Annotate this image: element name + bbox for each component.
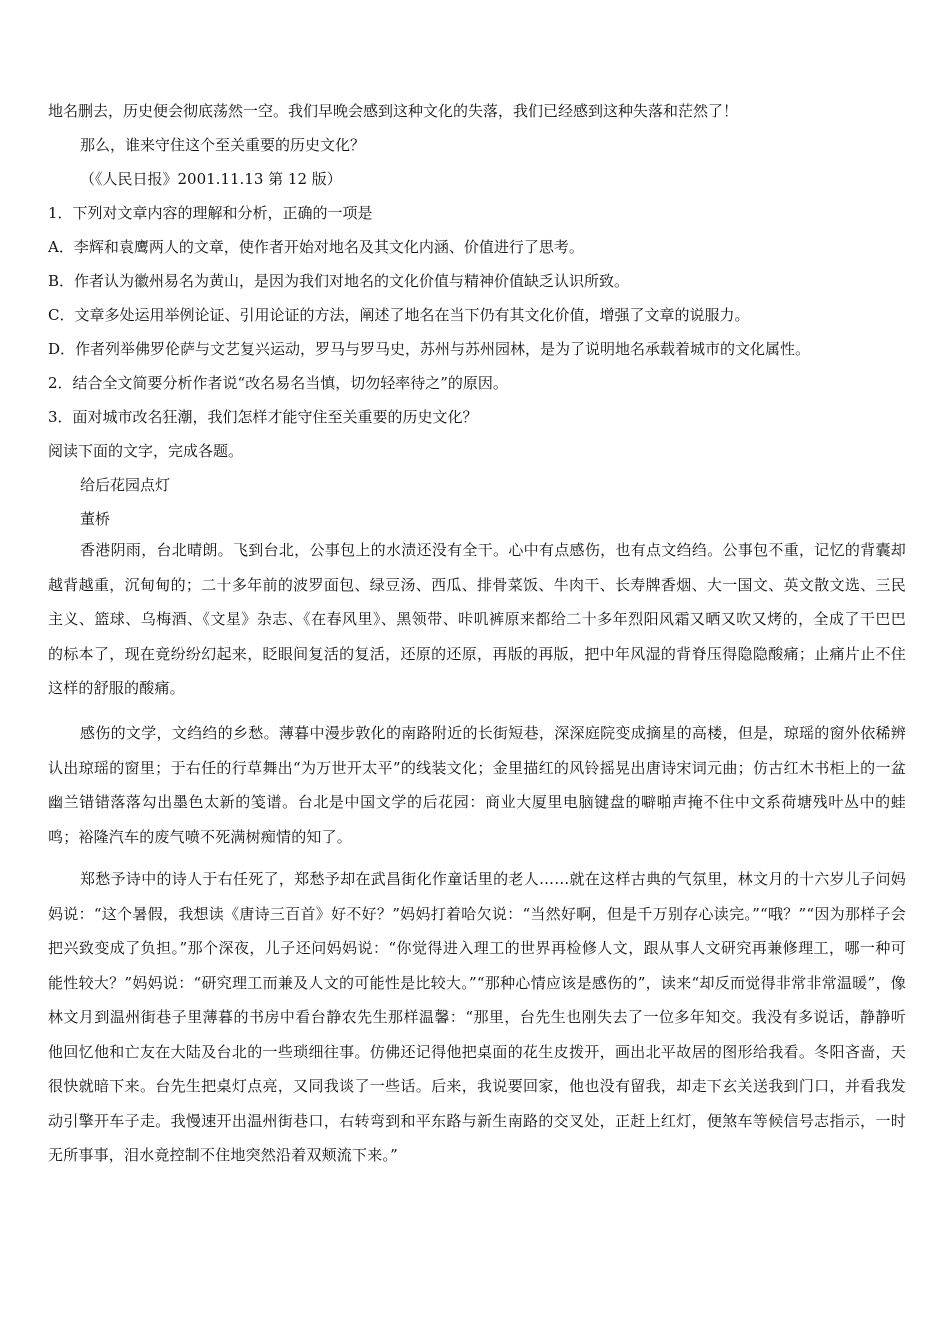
option-d: D．作者列举佛罗伦萨与文艺复兴运动，罗马与罗马史，苏州与苏州园林，是为了说明地名承载着城市的文化属性。 (48, 340, 811, 358)
article-title: 给后花园点灯 (80, 476, 171, 494)
article-paragraph-2: 感伤的文学，文绉绉的乡愁。薄暮中漫步敦化的南路附近的长街短巷，深深庭院变成摘星的高楼，但是，琼瑶的窗外依稀辨认出琼瑶的窗里；于右任的行草舞出“为万世开太平”的线装文化；金里描红的风铃摇晃出唐诗宋词元曲；仿古红木书柜上的一盆幽兰错错落落勾出墨色太新的笺谱。台北是中国文学的后花园：商业大厦里电脑键盘的噼啪声掩不住中文系荷塘残叶丛中的蛙鸣；裕隆汽车的废气喷不死满树痴情的知了。 (48, 724, 906, 846)
option-a: A．李辉和袁鹰两人的文章，使作者开始对地名及其文化内涵、价值进行了思考。 (48, 238, 584, 256)
intro-line-1: 地名删去，历史便会彻底荡然一空。我们早晚会感到这种文化的失落，我们已经感到这种失落和茫然了！ (48, 102, 739, 120)
question-3: 3．面对城市改名狂潮，我们怎样才能守住至关重要的历史文化？ (48, 408, 478, 426)
option-c: C．文章多处运用举例论证、引用论证的方法，阐述了地名在当下仍有其文化价值，增强了文章的说服力。 (48, 306, 750, 324)
source-citation: （《人民日报》2001.11.13 第 12 版） (80, 170, 342, 188)
article-paragraph-3: 郑愁予诗中的诗人于右任死了，郑愁予却在武昌街化作童话里的老人……就在这样古典的气氛里，林文月的十六岁儿子问妈妈说：“这个暑假，我想读《唐诗三百首》好不好？”妈妈打着哈欠说：“当然好啊，但是千万别存心读完。”“哦？”“因为那样子会把兴致变成了负担。”那个深夜，儿子还问妈妈说：“你觉得进入理工的世界再检修人文，跟从事人文研究再兼修理工，哪一种可能性较大？”妈妈说：“研究理工而兼及人文的可能性是比较大。”“那种心情应该是感伤的”，读来“却反而觉得非常非常温暖”，像林文月到温州街巷子里薄暮的书房中看台静农先生那样温馨：“那里，台先生也刚失去了一位多年知交。我没有多说话，静静听他回忆他和亡友在大陆及台北的一些琐细往事。仿佛还记得他把桌面的花生皮拨开，画出北平故居的图形给我看。冬阳吝啬，天很快就暗下来。台先生把桌灯点亮，又同我谈了一些话。后来，我说要回家，他也没有留我，却走下玄关送我到门口，并看我发动引擎开车子走。我慢速开出温州街巷口，右转弯到和平东路与新生南路的交叉处，正赶上红灯，便煞车等候信号志指示，一时无所事事，泪水竟控制不住地突然沿着双颊流下来。” (48, 870, 906, 1164)
question-2: 2．结合全文简要分析作者说“改名易名当慎，切勿轻率待之”的原因。 (48, 374, 508, 392)
article-author: 董桥 (80, 510, 111, 528)
intro-line-2: 那么，谁来守住这个至关重要的历史文化？ (80, 136, 366, 154)
article-paragraph-1: 香港阴雨，台北晴朗。飞到台北，公事包上的水渍还没有全干。心中有点感伤，也有点文绉绉。公事包不重，记忆的背囊却越背越重，沉甸甸的；二十多年前的波罗面包、绿豆汤、西瓜、排骨菜饭、牛肉干、长寿牌香烟、大一国文、英文散文选、三民主义、篮球、乌梅酒、《文星》杂志、《在春风里》、黑领带、咔叽裤原来都给二十多年烈阳风霜又晒又吹又烤的，全成了干巴巴的标本了，现在竟纷纷幻起来，眨眼间复活的复活，还原的还原，再版的再版，把中年风湿的背脊压得隐隐酸痛；止痛片止不住这样的舒服的酸痛。 (48, 541, 906, 697)
option-b: B．作者认为徽州易名为黄山，是因为我们对地名的文化价值与精神价值缺乏认识所致。 (48, 272, 630, 290)
question-1: 1．下列对文章内容的理解和分析，正确的一项是 (48, 204, 373, 222)
reading-instruction: 阅读下面的文字，完成各题。 (48, 442, 244, 460)
